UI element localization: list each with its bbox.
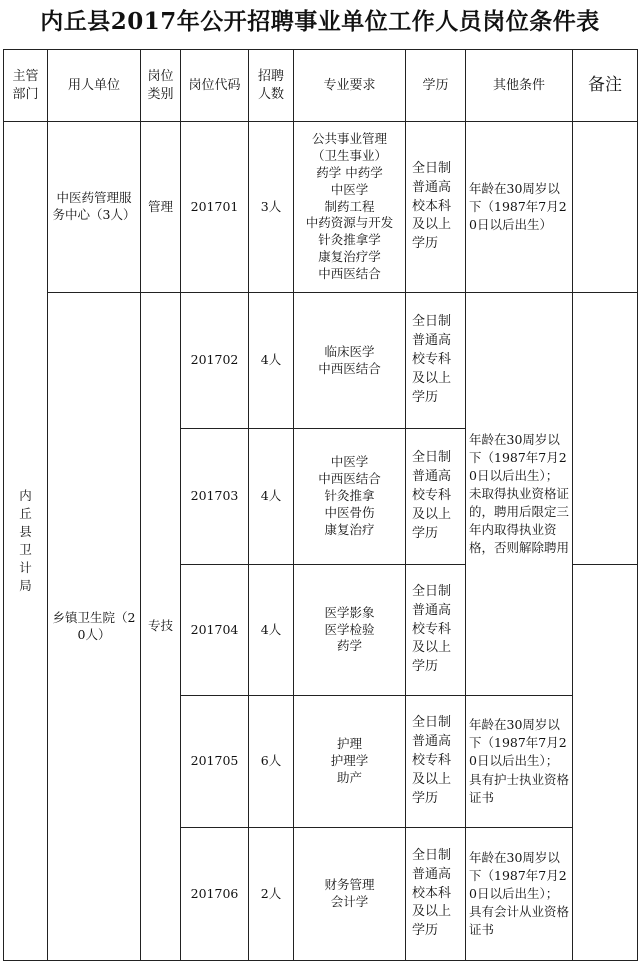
category-cell: 专技 [141, 293, 181, 961]
table-row [4, 122, 638, 293]
code-cell: 201706 [181, 828, 249, 961]
dept-cell: 内 丘 县 卫 计 局 [4, 122, 48, 961]
header-note: 备注 [573, 50, 638, 122]
major-cell: 财务管理 会计学 [294, 828, 406, 961]
major-cell: 临床医学 中西医结合 [294, 293, 406, 429]
code-cell: 201702 [181, 293, 249, 429]
major-cell: 护理 护理学 助产 [294, 696, 406, 828]
education-cell: 全日制普通高校专科及以上学历 [406, 429, 466, 565]
header-count: 招聘人数 [249, 50, 294, 122]
header-unit: 用人单位 [48, 50, 141, 122]
category-cell: 管理 [141, 122, 181, 293]
education-cell: 全日制普通高校本科及以上学历 [406, 122, 466, 293]
header-row [4, 50, 638, 122]
unit-name-cell: 中医药管理服务中心（3人） [48, 122, 141, 293]
education-cell: 全日制普通高校专科及以上学历 [406, 293, 466, 429]
positions-table [3, 49, 638, 961]
education-cell: 全日制普通高校本科及以上学历 [406, 828, 466, 961]
other-cell: 年龄在30周岁以下（1987年7月20日以后出生）；具有会计从业资格证书 [466, 828, 573, 961]
major-cell: 医学影象 医学检验 药学 [294, 565, 406, 696]
education-cell: 全日制普通高校专科及以上学历 [406, 696, 466, 828]
note-cell [573, 565, 638, 961]
major-cell: 公共事业管理 （卫生事业） 药学 中药学 中医学 制药工程 中药资源与开发 针灸推拿学 康复治疗学 中西医结合 [294, 122, 406, 293]
code-cell: 201701 [181, 122, 249, 293]
count-cell: 6人 [249, 696, 294, 828]
header-major: 专业要求 [294, 50, 406, 122]
education-cell: 全日制普通高校专科及以上学历 [406, 565, 466, 696]
other-cell: 年龄在30周岁以下（1987年7月20日以后出生）；未取得执业资格证的，聘用后限定三年内取得执业资格，否则解除聘用 [466, 293, 573, 696]
table-row [4, 293, 638, 429]
code-cell: 201705 [181, 696, 249, 828]
count-cell: 4人 [249, 293, 294, 429]
note-cell [573, 293, 638, 565]
count-cell: 4人 [249, 565, 294, 696]
count-cell: 3人 [249, 122, 294, 293]
header-other: 其他条件 [466, 50, 573, 122]
header-code: 岗位代码 [181, 50, 249, 122]
page-title: 内丘县2017年公开招聘事业单位工作人员岗位条件表 [40, 8, 600, 35]
code-cell: 201704 [181, 565, 249, 696]
header-category: 岗位类别 [141, 50, 181, 122]
count-cell: 4人 [249, 429, 294, 565]
header-dept: 主管部门 [4, 50, 48, 122]
code-cell: 201703 [181, 429, 249, 565]
count-cell: 2人 [249, 828, 294, 961]
other-cell: 年龄在30周岁以下（1987年7月20日以后出生） [466, 122, 573, 293]
major-cell: 中医学 中西医结合 针灸推拿 中医骨伤 康复治疗 [294, 429, 406, 565]
other-cell: 年龄在30周岁以下（1987年7月20日以后出生）； 具有护士执业资格证书 [466, 696, 573, 828]
header-education: 学历 [406, 50, 466, 122]
unit-name-cell: 乡镇卫生院（20人） [48, 293, 141, 961]
note-cell [573, 122, 638, 293]
